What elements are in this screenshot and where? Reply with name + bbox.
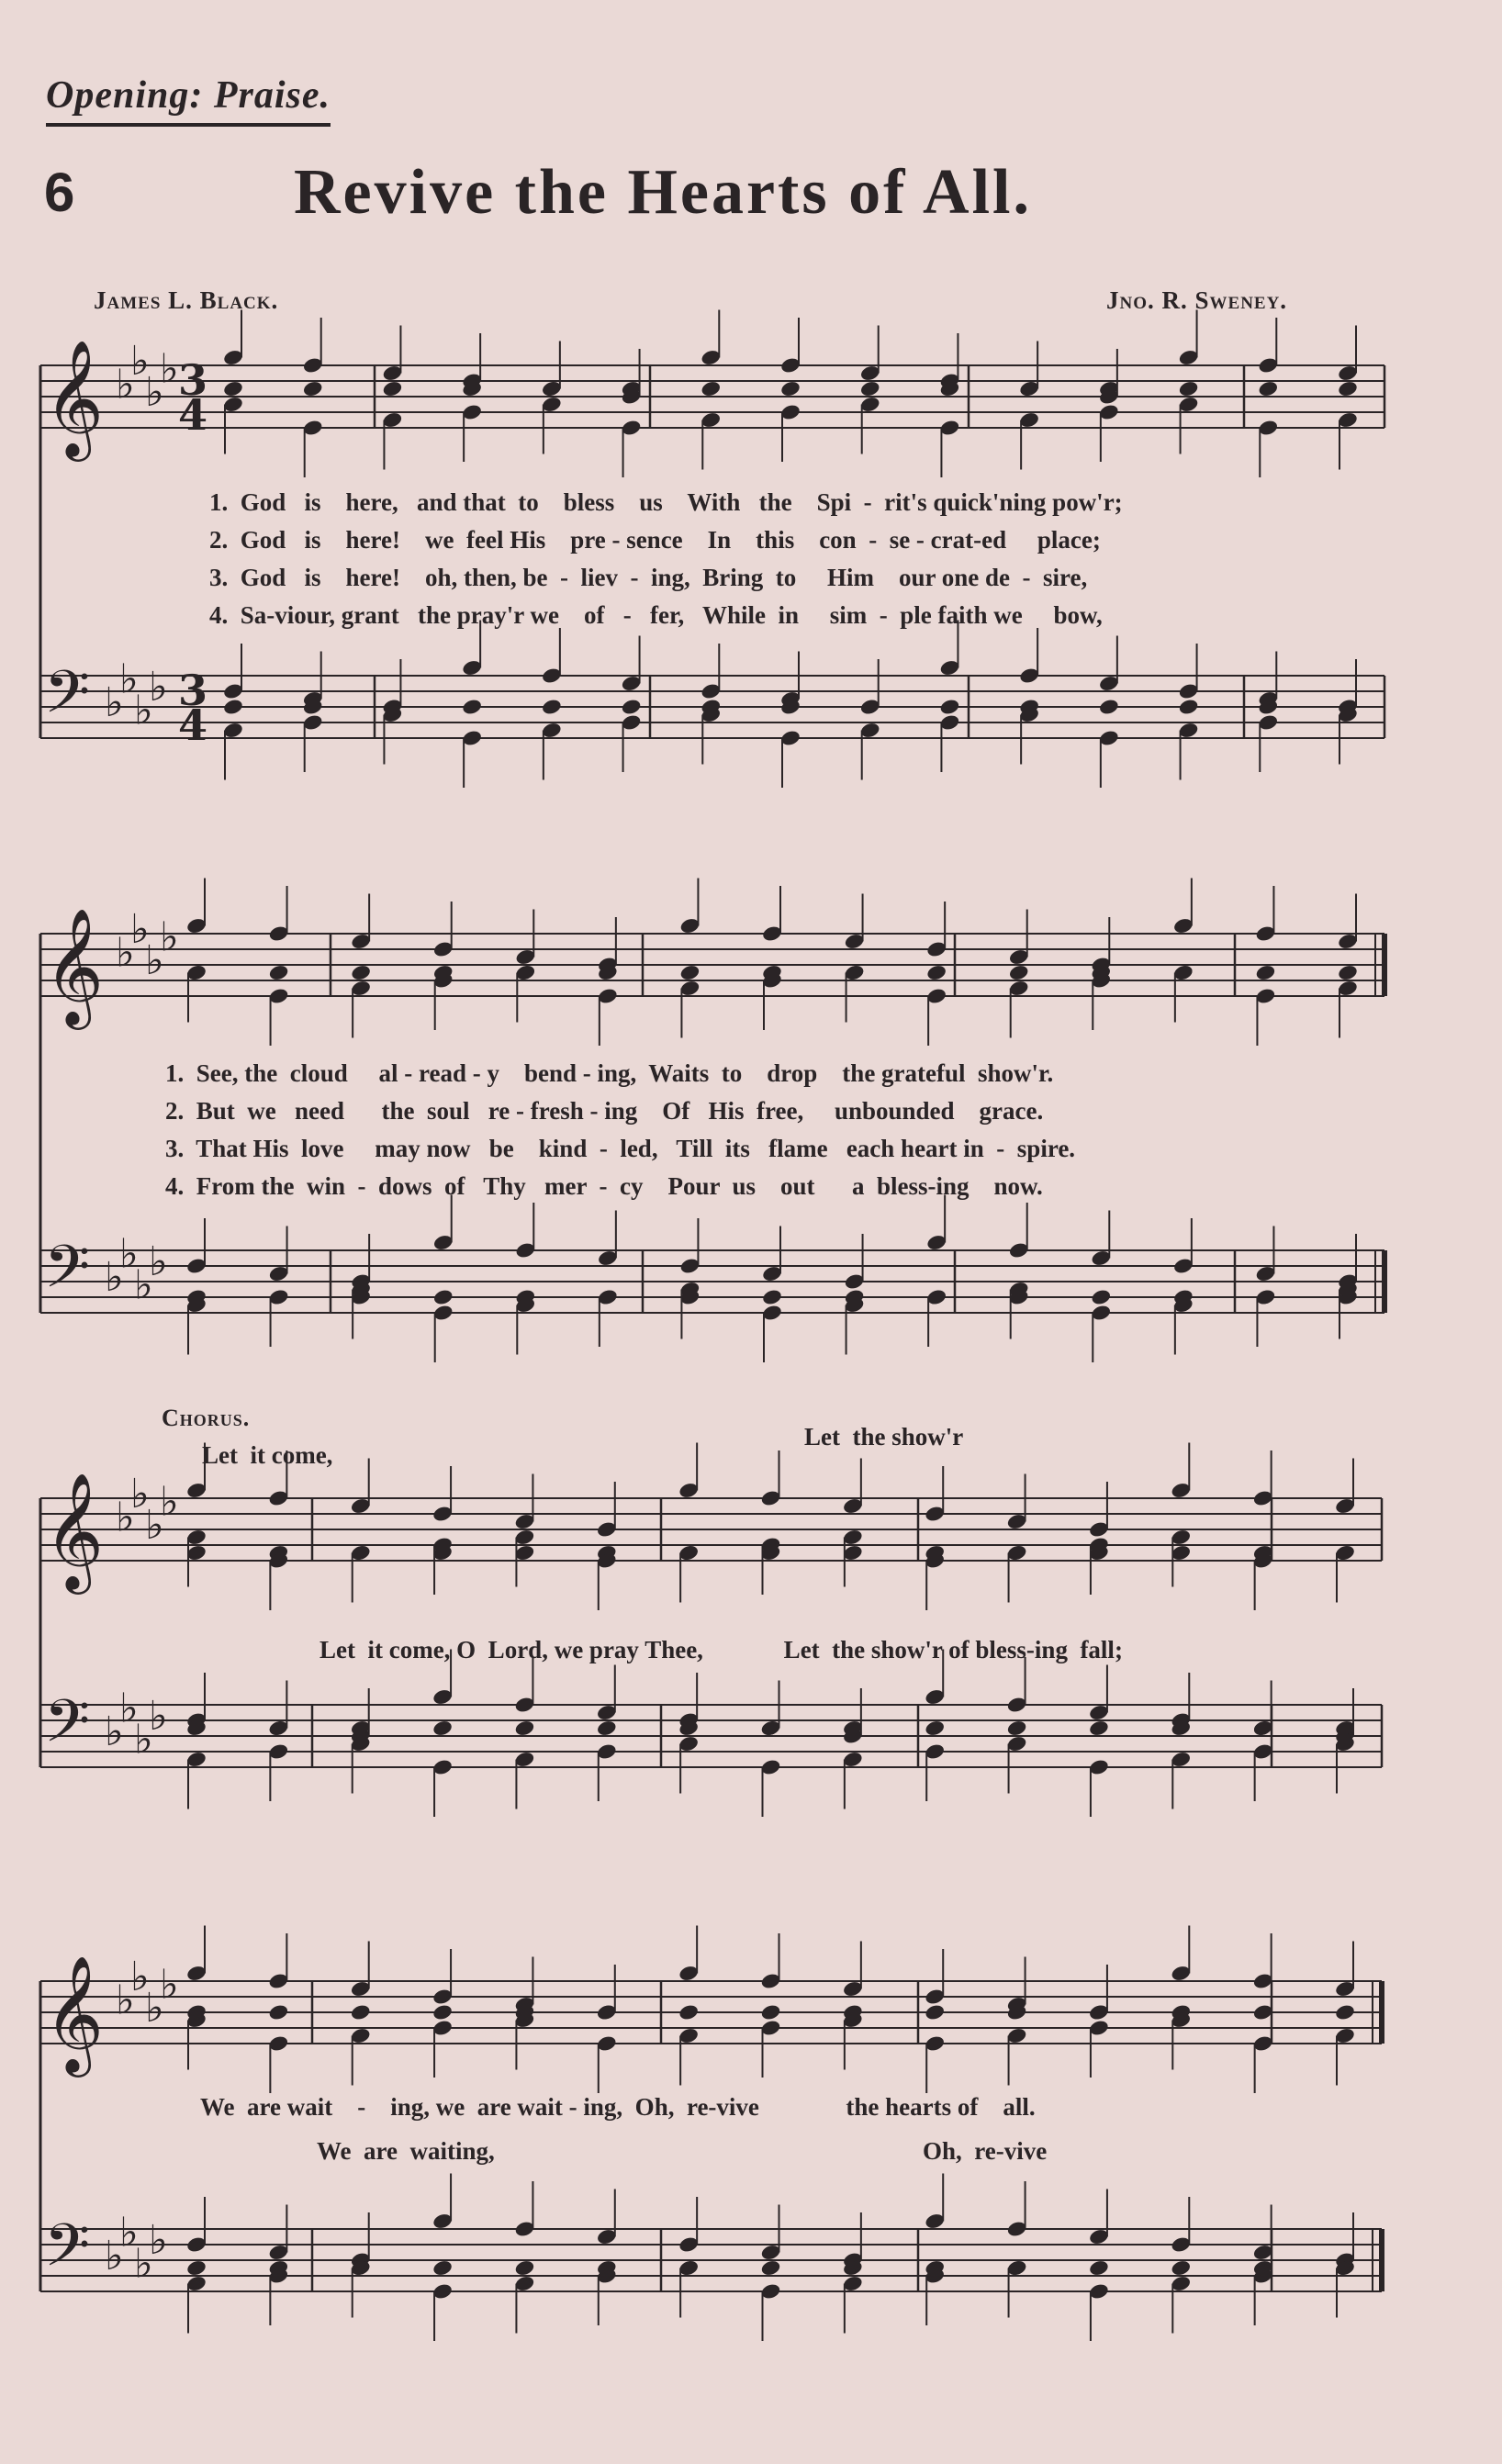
note-head [268,964,290,982]
note-head [222,698,244,716]
note-head [924,1719,946,1738]
note-head [761,1288,783,1306]
note-head [1090,1288,1112,1306]
note-head [1337,380,1359,398]
note-head [760,2003,782,2022]
time-signature-top: 3 [178,666,208,715]
flat-sign: ♭ [105,2233,124,2279]
verse-4-part-1: 4. Sa-viour, grant the pray'r we of - fer, While in sim - ple faith we bow, [209,601,1103,629]
note-head [1006,1719,1028,1738]
flat-sign: ♭ [149,664,168,711]
flat-sign: ♭ [116,929,135,977]
verse-3-part-2: 3. That His love may now be kind - led, Till its flame each heart in - spire. [165,1135,1076,1162]
flat-sign: ♭ [160,913,179,961]
flat-sign: ♭ [149,1238,168,1285]
note-head [1170,2259,1192,2278]
flat-sign: ♭ [149,2217,168,2264]
flat-sign: ♭ [119,1230,139,1278]
flat-sign: ♭ [116,1494,135,1541]
note-head [679,964,701,982]
note-head [859,380,881,398]
note-head [432,2259,454,2278]
flat-sign: ♭ [119,655,139,703]
note-head [760,2259,782,2278]
flat-sign: ♭ [160,1478,179,1526]
flat-sign: ♭ [130,1471,150,1518]
note-head [1257,380,1279,398]
note-head [925,964,947,982]
verse-2-part-1: 2. God is here! we feel His pre - sence In this con - se - crat-ed place; [209,526,1101,554]
note-head [1008,964,1030,982]
note-head [514,1719,536,1738]
flat-sign: ♭ [134,687,153,734]
hymn-title: Revive the Hearts of All. [294,157,1032,228]
note-head [461,698,483,716]
flat-sign: ♭ [116,361,135,409]
flat-sign: ♭ [130,906,150,953]
flat-sign: ♭ [105,1708,124,1755]
bass-clef: 𝄢 [44,2212,91,2295]
note-head [302,380,324,398]
note-head [514,2259,536,2278]
note-head [779,380,801,398]
chorus-cue-let-it-come: Let it come, [202,1441,333,1469]
note-head [541,698,563,716]
flat-sign: ♭ [145,937,164,984]
verse-1-part-1: 1. God is here, and that to bless us With the Spi - rit's quick'ning pow'r; [209,488,1123,516]
flat-sign: ♭ [160,1961,179,2009]
note-head [382,380,404,398]
flat-sign: ♭ [105,679,124,726]
bass-clef: 𝄢 [44,1687,91,1771]
verse-2-part-2: 2. But we need the soul re - fresh - ing Of His free, unbounded grace. [165,1097,1044,1125]
note-head [621,698,643,716]
verse-4-part-2: 4. From the win - dows of Thy mer - cy Pour us out a bless-ing now. [165,1172,1043,1200]
treble-clef: 𝄞 [44,1472,105,1590]
note-head [185,2259,207,2278]
note-head [678,2003,700,2022]
flat-sign: ♭ [160,345,179,393]
note-head [432,1719,454,1738]
note-head [1088,1719,1110,1738]
chorus-cue-oh-revive: Oh, re-vive [923,2137,1048,2165]
note-head [268,2003,290,2022]
note-head [432,2003,454,2022]
note-head [596,1719,618,1738]
treble-clef: 𝄞 [44,1954,105,2073]
flat-sign: ♭ [145,1985,164,2032]
flat-sign: ♭ [134,1716,153,1764]
note-head [432,1288,454,1306]
time-signature-top: 3 [178,355,208,405]
bass-clef: 𝄢 [44,658,91,742]
flat-sign: ♭ [119,1685,139,1732]
chorus-line-2: We are wait - ing, we are wait - ing, Oh, re-vive the hearts of all. [200,2093,1036,2121]
note-head [1088,2259,1110,2278]
flat-sign: ♭ [116,1977,135,2024]
note-head [1098,698,1120,716]
chorus-cue-let-the-showr: Let the show'r [804,1423,964,1450]
time-signature-bottom: 4 [178,700,208,750]
verse-1-part-2: 1. See, the cloud al - read - y bend - ing, Waits to drop the grateful show'r. [165,1059,1054,1087]
chorus-label: Chorus. [162,1405,251,1431]
flat-sign: ♭ [145,1502,164,1549]
note-head [1255,964,1277,982]
note-head [1178,698,1200,716]
chorus-cue-we-are-waiting: We are waiting, [317,2137,495,2165]
flat-sign: ♭ [130,1954,150,2000]
flat-sign: ♭ [119,2209,139,2257]
note-head [939,698,961,716]
flat-sign: ♭ [134,2240,153,2288]
note-head [222,380,244,398]
flat-sign: ♭ [134,1261,153,1309]
chorus-line-1: Let it come, O Lord, we pray Thee, Let the show'r of bless-ing fall; [319,1636,1123,1663]
lyricist-credit: James L. Black. [94,286,279,314]
note-head [350,2003,372,2022]
flat-sign: ♭ [130,338,150,385]
note-head [924,2003,946,2022]
note-head [1334,2003,1356,2022]
treble-clef: 𝄞 [44,339,105,457]
time-signature-bottom: 4 [178,390,208,440]
note-head [700,380,722,398]
note-head [350,964,372,982]
section-label: Opening: Praise. [46,73,331,127]
bass-clef: 𝄢 [44,1233,91,1316]
note-head [1178,380,1200,398]
hymn-number: 6 [44,162,75,223]
treble-clef: 𝄞 [44,907,105,1025]
flat-sign: ♭ [145,369,164,416]
verse-3-part-1: 3. God is here! oh, then, be - liev - ing, Bring to Him our one de - sire, [209,564,1088,591]
composer-credit: Jno. R. Sweney. [1106,286,1288,314]
note-head [1337,964,1359,982]
flat-sign: ♭ [149,1693,168,1740]
flat-sign: ♭ [105,1254,124,1301]
